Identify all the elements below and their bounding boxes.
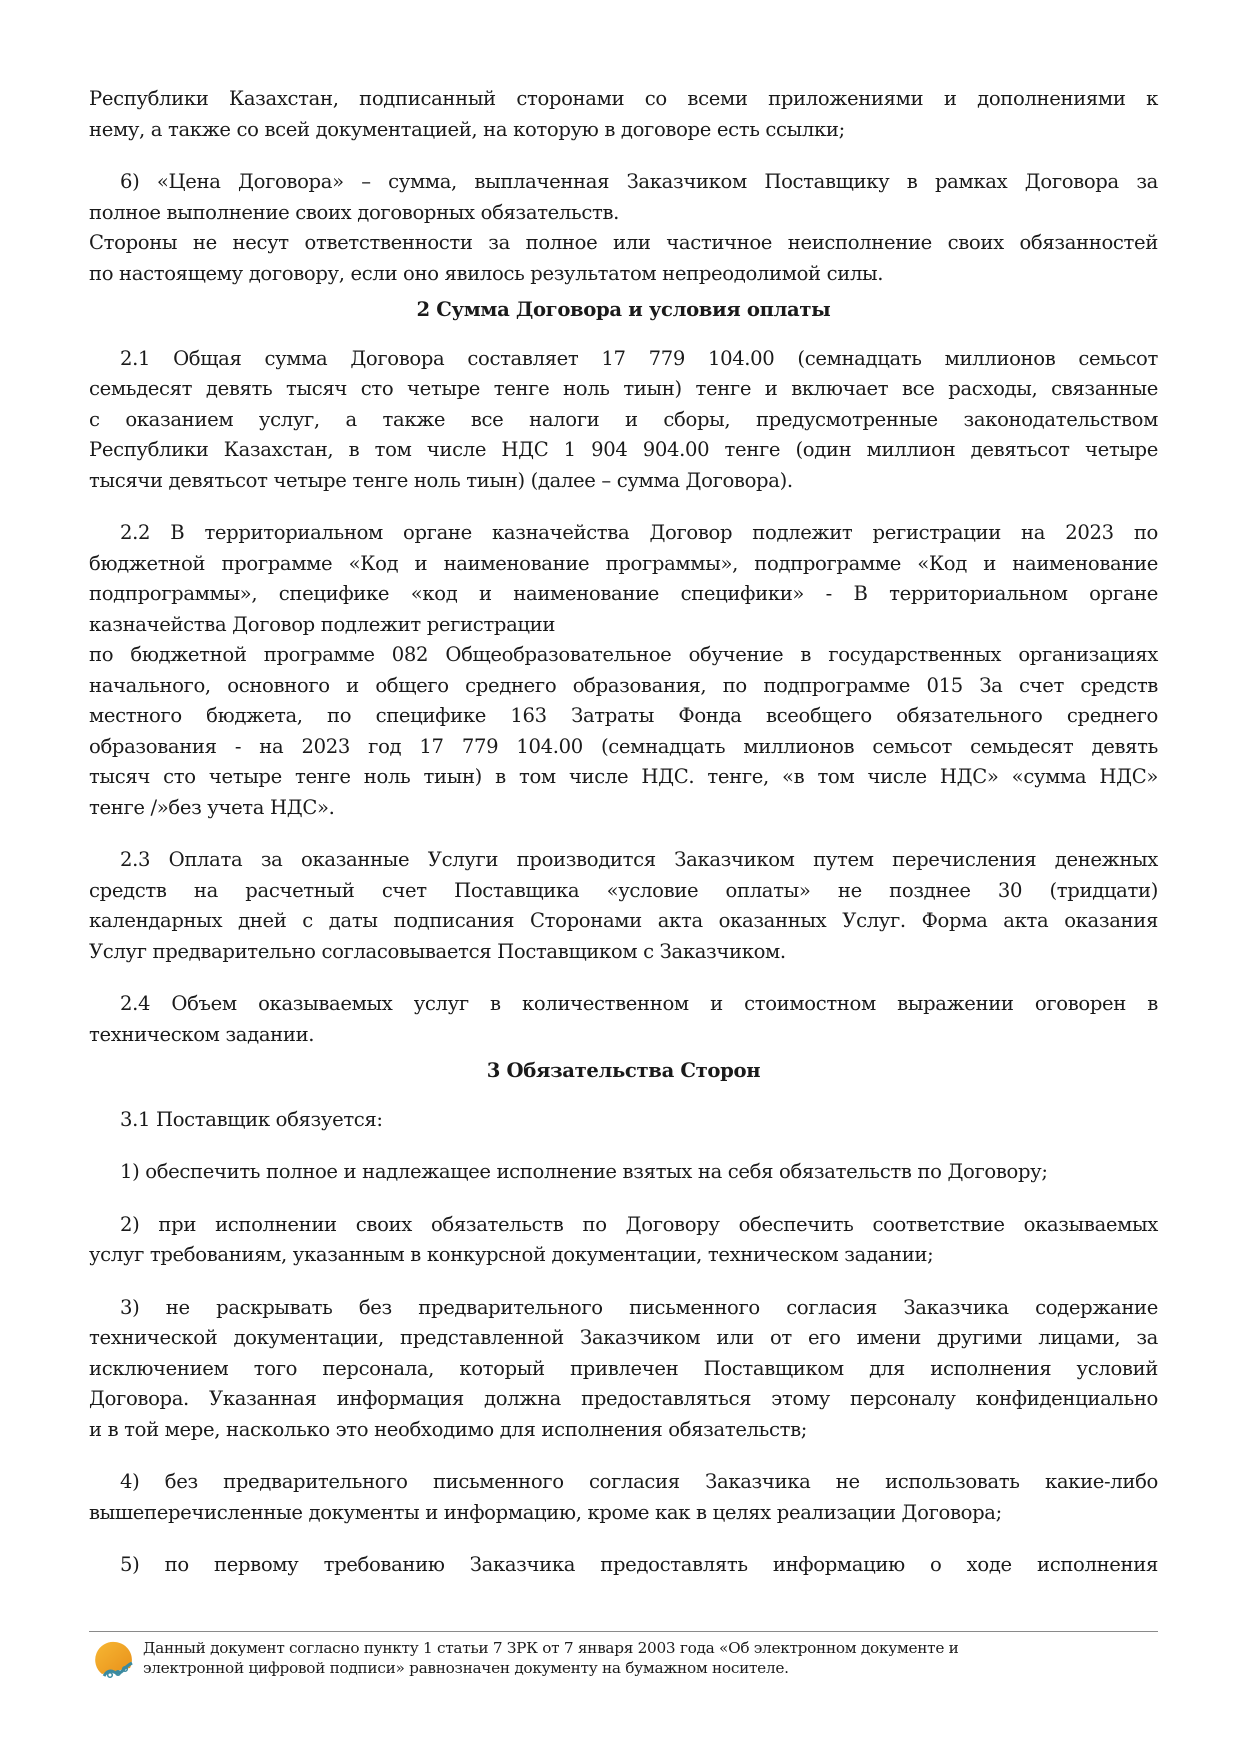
page-footer <box>89 1631 1158 1681</box>
text-line: и в той мере, насколько это необходимо для исполнения обязательств; <box>89 1417 808 1441</box>
text-line: по настоящему договору, если оно явилось результатом непреодолимой силы. <box>89 261 884 285</box>
text-line: по бюджетной программе 082 Общеобразовательное обучение в государственных организациях <box>89 643 1158 666</box>
text-line: 3) не раскрывать без предварительного письменного согласия Заказчика содержание <box>120 1295 1158 1319</box>
text-line: 2.2 В территориальном органе казначейства Договор подлежит регистрации на 2023 по <box>120 521 1158 544</box>
paragraph-2-1 <box>89 344 1158 497</box>
obligation-item-5 <box>89 1550 1158 1581</box>
text-line: 2.3 Оплата за оказанные Услуги производится Заказчиком путем перечисления денежных <box>120 848 1158 871</box>
text-line: тысяч сто четыре тенге ноль тиын) в том числе НДС. тенге, «в том числе НДС» «сумма НДС» <box>89 765 1158 788</box>
text-line: вышеперечисленные документы и информацию, кроме как в целях реализации Договора; <box>89 1500 1002 1524</box>
digital-signature-seal-icon <box>94 1639 136 1681</box>
text-line: исключением того персонала, который привлечен Поставщиком для исполнения условий <box>89 1356 1158 1380</box>
section-3-heading: 3 Обязательства Сторон <box>486 1059 761 1082</box>
text-line: 3.1 Поставщик обязуется: <box>120 1107 383 1131</box>
text-line: с оказанием услуг, а также все налоги и сборы, предусмотренные законодательством <box>89 407 1158 431</box>
obligation-item-4 <box>89 1467 1158 1528</box>
text-line: тысячи девятьсот четыре тенге ноль тиын) (далее – сумма Договора). <box>89 468 793 492</box>
text-line: Стороны не несут ответственности за полное или частичное неисполнение своих обязанностей <box>89 231 1158 254</box>
footer-line: электронной цифровой подписи» равнозначен документу на бумажном носителе. <box>143 1658 789 1677</box>
force-majeure-paragraph <box>89 228 1158 289</box>
text-line: образования - на 2023 год 17 779 104.00 (семнадцать миллионов семьсот семьдесят девять <box>89 734 1158 758</box>
text-line: тенге /»без учета НДС». <box>89 795 335 819</box>
text-line: начального, основного и общего среднего образования, по подпрограмме 015 За счет средств <box>89 673 1158 697</box>
text-line: подпрограммы», специфике «код и наименование специфики» - В территориальном органе <box>89 582 1158 605</box>
footer-line: Данный документ согласно пункту 1 статьи 7 ЗРК от 7 января 2003 года «Об электронном документе и <box>143 1639 959 1657</box>
text-line: технической документации, представленной Заказчиком или от его имени другими лицами, за <box>89 1326 1158 1349</box>
text-line: 2) при исполнении своих обязательств по Договору обеспечить соответствие оказываемых <box>120 1212 1158 1236</box>
text-line: бюджетной программе «Код и наименование программы», подпрограмме «Код и наименование <box>89 551 1158 575</box>
obligation-item-1 <box>89 1157 1158 1188</box>
text-line: 6) «Цена Договора» – сумма, выплаченная Заказчиком Поставщику в рамках Договора за <box>120 170 1158 193</box>
text-line: местного бюджета, по специфике 163 Затраты Фонда всеобщего обязательного среднего <box>89 704 1158 727</box>
text-line: Услуг предварительно согласовывается Поставщиком с Заказчиком. <box>89 939 786 963</box>
text-line: календарных дней с даты подписания Сторонами акта оказанных Услуг. Форма акта оказания <box>89 909 1158 932</box>
text-line: 2.4 Объем оказываемых услуг в количественном и стоимостном выражении оговорен в <box>120 992 1158 1015</box>
text-line: казначейства Договор подлежит регистрации <box>89 612 556 636</box>
paragraph-3-1 <box>89 1105 1158 1136</box>
obligation-item-3 <box>89 1293 1158 1446</box>
obligation-item-2 <box>89 1210 1158 1271</box>
paragraph-2-2 <box>89 518 1158 823</box>
paragraph-2-4 <box>89 989 1158 1050</box>
text-line: полное выполнение своих договорных обязательств. <box>89 200 620 224</box>
text-line: семьдесят девять тысяч сто четыре тенге ноль тиын) тенге и включает все расходы, связанные <box>89 377 1158 400</box>
intro-paragraph <box>89 84 1158 145</box>
paragraph-2-3 <box>89 845 1158 967</box>
footer-legal-notice <box>143 1639 959 1678</box>
text-line: Договора. Указанная информация должна предоставляться этому персоналу конфиденциально <box>89 1387 1158 1410</box>
text-line: нему, а также со всей документацией, на которую в договоре есть ссылки; <box>89 117 845 141</box>
text-line: услуг требованиям, указанным в конкурсной документации, техническом задании; <box>89 1243 934 1266</box>
section-2-heading: 2 Сумма Договора и условия оплаты <box>416 298 831 321</box>
text-line: средств на расчетный счет Поставщика «условие оплаты» не позднее 30 (тридцати) <box>89 878 1158 902</box>
document-page <box>89 84 1158 1581</box>
text-line: 4) без предварительного письменного согласия Заказчика не использовать какие-либо <box>120 1470 1158 1493</box>
text-line: Республики Казахстан, подписанный сторонами со всеми приложениями и дополнениями к <box>89 87 1158 110</box>
text-line: Республики Казахстан, в том числе НДС 1 904 904.00 тенге (один миллион девятьсот четыре <box>89 438 1158 461</box>
text-line: 1) обеспечить полное и надлежащее исполнение взятых на себя обязательств по Договору; <box>120 1160 1048 1183</box>
text-line: техническом задании. <box>89 1022 315 1046</box>
item-6-paragraph <box>89 167 1158 228</box>
text-line: 2.1 Общая сумма Договора составляет 17 779 104.00 (семнадцать миллионов семьсот <box>120 346 1158 370</box>
text-line: 5) по первому требованию Заказчика предоставлять информацию о ходе исполнения <box>120 1553 1158 1576</box>
